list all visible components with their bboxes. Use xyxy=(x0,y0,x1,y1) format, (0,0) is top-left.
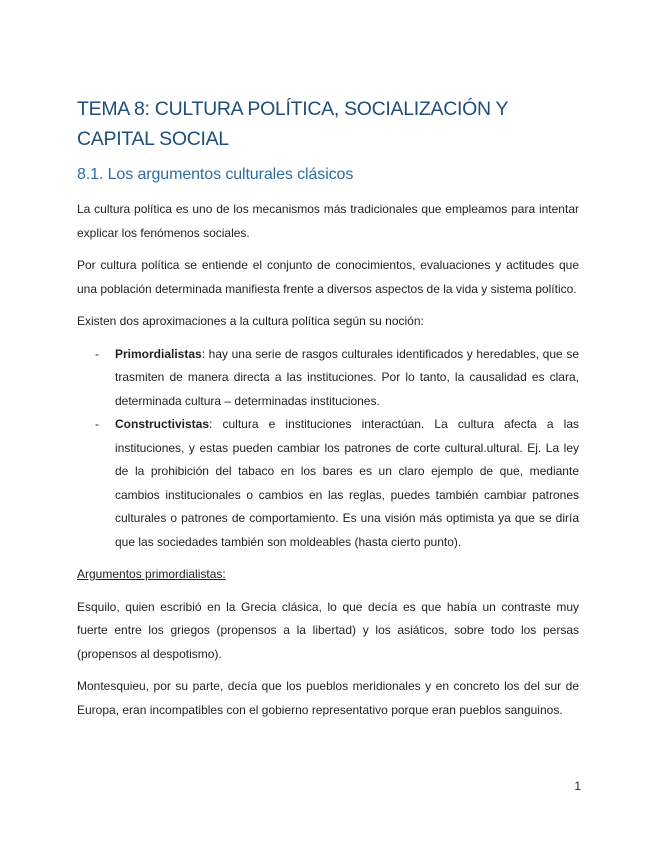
page-number: 1 xyxy=(574,779,581,793)
approaches-list xyxy=(77,343,579,555)
list-item-constructivistas xyxy=(77,413,579,554)
paragraph-intro: La cultura política es uno de los mecanismos más tradicionales que empleamos para intentar explicar los fenómenos sociales. xyxy=(77,202,579,240)
document-title: TEMA 8: CULTURA POLÍTICA, SOCIALIZACIÓN Y CAPITAL SOCIAL xyxy=(77,98,508,150)
paragraph-definition: Por cultura política se entiende el conjunto de conocimientos, evaluaciones y actitudes que una población determinada manifiesta frente a diversos aspectos de la vida y sistema político. xyxy=(77,258,579,296)
paragraph-approaches: Existen dos aproximaciones a la cultura política según su noción: xyxy=(77,314,424,328)
section-heading: 8.1. Los argumentos culturales clásicos xyxy=(77,166,354,183)
subheading-primordialist-arguments: Argumentos primordialistas: xyxy=(77,567,226,581)
bullet-dash: - xyxy=(95,346,99,361)
bullet-text: : hay una serie de rasgos culturales identificados y heredables, que se trasmiten de manera directa a las instituciones. Por lo tanto, la causalidad es clara, determinada cultura – determinadas instituciones. xyxy=(115,346,579,408)
paragraph-montesquieu: Montesquieu, por su parte, decía que los pueblos meridionales y en concreto los del sur de Europa, eran incompatibles con el gobierno representativo porque eran pueblos sanguinos. xyxy=(77,679,579,717)
list-item-primordialistas xyxy=(77,343,579,414)
bullet-dash: - xyxy=(95,417,99,431)
paragraph-esquilo: Esquilo, quien escribió en la Grecia clásica, lo que decía es que había un contraste muy fuerte entre los griegos (propensos a la libertad) y los asiáticos, sobre todo los persas (propensos al despotismo). xyxy=(77,599,579,661)
bullet-term: Constructivistas xyxy=(115,417,210,431)
bullet-text: : cultura e instituciones interactúan. La cultura afecta a las instituciones, y estas pueden cambiar los patrones de corte cultural.ultural. Ej. La ley de la prohibición del tabaco en los bares es un claro ejemplo de que, mediante cambios institucionales o cambios en las reglas, puedes también cambiar patrones culturales o patrones de comportamiento. Es una visión más optimista ya que se diría que las sociedades también son moldeables (hasta cierto punto). xyxy=(115,417,579,549)
page-content xyxy=(77,94,579,722)
bullet-term: Primordialistas xyxy=(115,346,202,361)
